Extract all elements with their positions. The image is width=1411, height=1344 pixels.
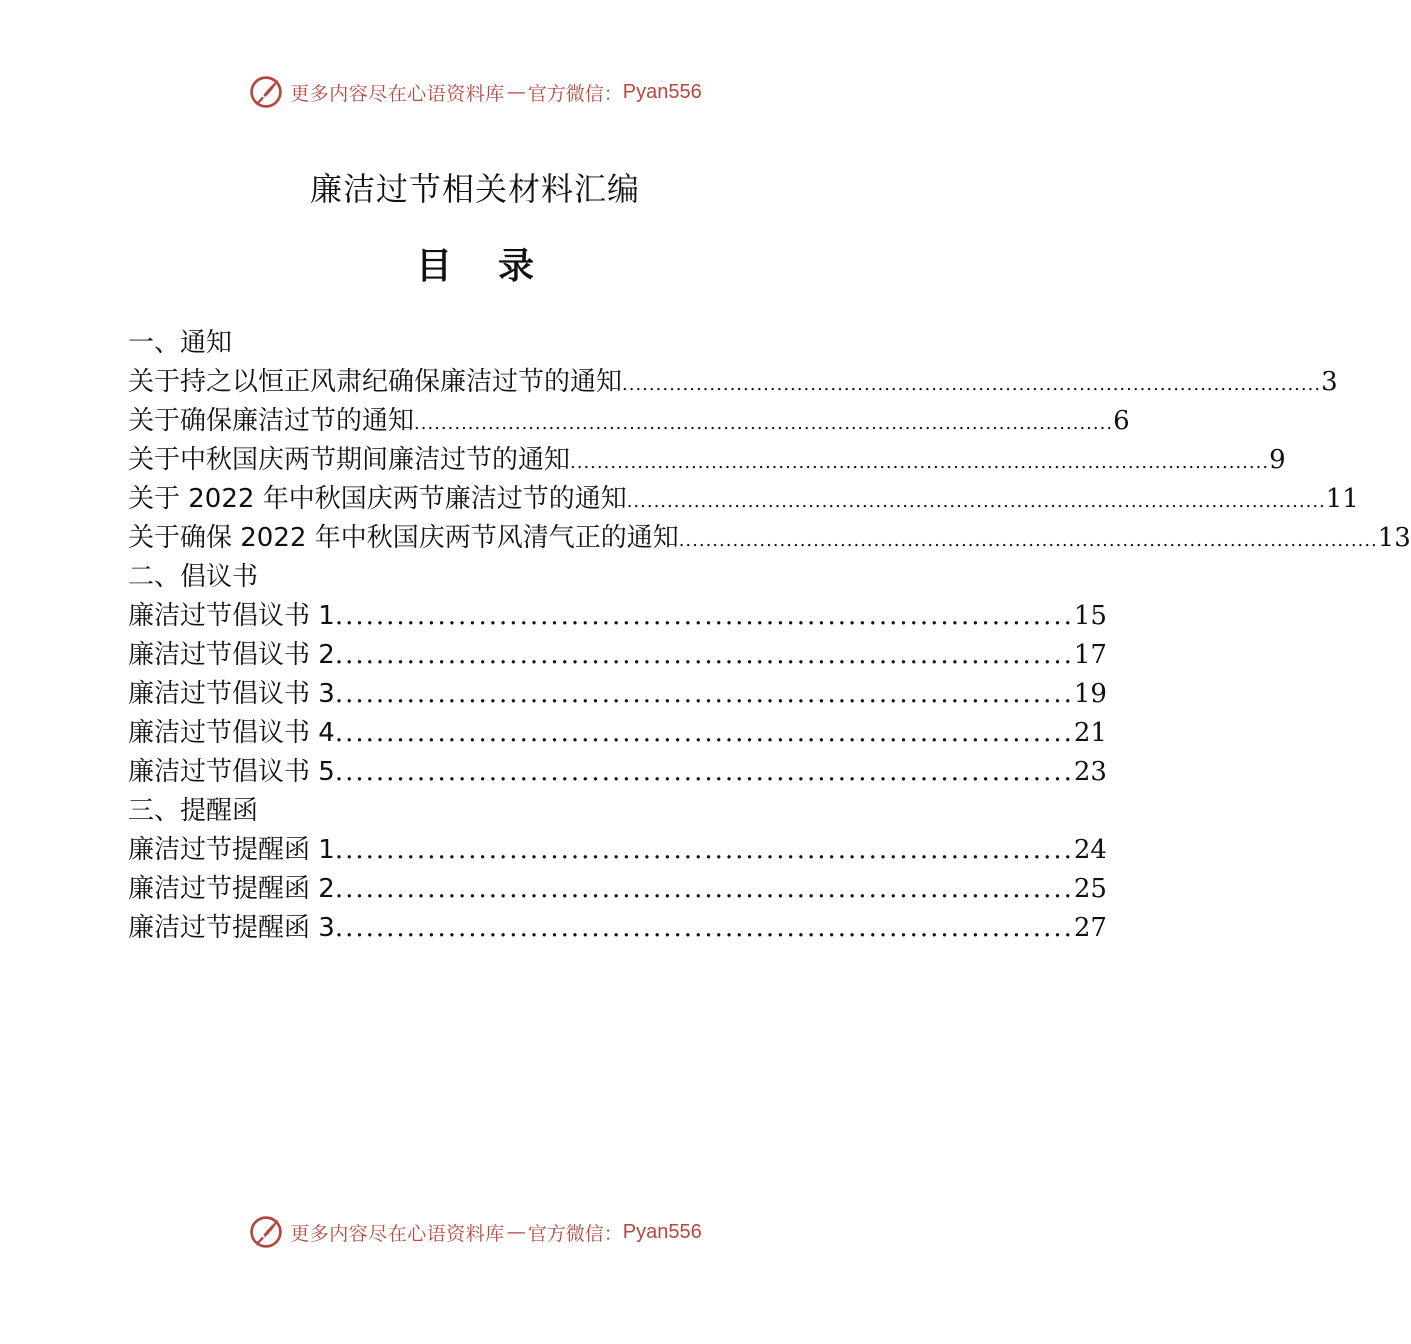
toc-entry[interactable] xyxy=(128,480,1359,519)
toc-heading xyxy=(0,238,950,289)
header-wechat-label: 官方微信： xyxy=(527,82,623,105)
toc-leader-dots: ........................................................................................................ xyxy=(678,530,1378,551)
toc-entry-label: 廉洁过节提醒函 1 xyxy=(128,835,335,865)
toc-entry[interactable] xyxy=(128,753,1107,792)
toc-entry-label: 廉洁过节倡议书 4 xyxy=(128,718,335,748)
toc-entry[interactable] xyxy=(128,831,1107,870)
toc-entry[interactable] xyxy=(128,636,1107,675)
toc-leader-dots: ........................................................................ xyxy=(334,913,1074,943)
header-banner xyxy=(0,72,950,112)
header-separator: — xyxy=(506,81,526,103)
toc-entry-page: 9 xyxy=(1269,445,1286,475)
toc-entry[interactable] xyxy=(128,441,1286,480)
toc-leader-dots: ........................................................................ xyxy=(334,718,1074,748)
table-of-contents xyxy=(128,324,1411,948)
toc-entry-label: 廉洁过节倡议书 2 xyxy=(128,640,335,670)
toc-section-heading: 三、提醒函 xyxy=(128,796,259,826)
toc-entry-label: 关于 2022 年中秋国庆两节廉洁过节的通知 xyxy=(128,484,627,514)
toc-entry-page: 25 xyxy=(1073,874,1107,904)
toc-entry[interactable] xyxy=(128,675,1107,714)
toc-entry-label: 廉洁过节倡议书 3 xyxy=(128,679,335,709)
toc-leader-dots: ........................................................................................................ xyxy=(570,452,1270,473)
toc-entry[interactable] xyxy=(128,870,1107,909)
toc-entry-label: 廉洁过节倡议书 1 xyxy=(128,601,335,631)
toc-leader-dots: ........................................................................ xyxy=(334,835,1074,865)
quill-pen-logo-icon xyxy=(248,1214,284,1250)
toc-entry-label: 廉洁过节提醒函 3 xyxy=(128,913,335,943)
toc-heading-char-2: 录 xyxy=(498,246,535,287)
toc-entry-label: 廉洁过节倡议书 5 xyxy=(128,757,335,787)
toc-entry-page: 13 xyxy=(1377,523,1411,553)
header-wechat-id: Pyan556 xyxy=(622,80,702,103)
toc-leader-dots: ........................................................................ xyxy=(334,640,1074,670)
toc-leader-dots: ........................................................................ xyxy=(334,601,1074,631)
toc-leader-dots: ........................................................................................................ xyxy=(626,491,1326,512)
toc-entry-label: 关于确保 2022 年中秋国庆两节风清气正的通知 xyxy=(128,523,679,553)
toc-entry-label: 关于中秋国庆两节期间廉洁过节的通知 xyxy=(128,445,571,475)
footer-wechat-id: Pyan556 xyxy=(622,1220,702,1243)
toc-entry-page: 15 xyxy=(1073,601,1107,631)
toc-entry-label: 关于持之以恒正风肃纪确保廉洁过节的通知 xyxy=(128,367,623,397)
toc-entry-page: 17 xyxy=(1073,640,1107,670)
toc-entry-label: 廉洁过节提醒函 2 xyxy=(128,874,335,904)
quill-pen-logo-icon xyxy=(248,74,284,110)
toc-entry[interactable] xyxy=(128,402,1130,441)
toc-entry[interactable] xyxy=(128,714,1107,753)
toc-leader-dots: ........................................................................................................ xyxy=(622,374,1322,395)
footer-wechat-label: 官方微信： xyxy=(527,1222,623,1245)
toc-section-heading: 二、倡议书 xyxy=(128,562,259,592)
toc-section-heading: 一、通知 xyxy=(128,328,233,358)
footer-promo-text: 更多内容尽在心语资料库 xyxy=(290,1222,505,1245)
toc-entry[interactable] xyxy=(128,597,1107,636)
toc-entry-page: 24 xyxy=(1073,835,1107,865)
toc-entry-page: 27 xyxy=(1073,913,1107,943)
toc-leader-dots: ........................................................................ xyxy=(334,757,1074,787)
toc-leader-dots: ........................................................................ xyxy=(334,874,1074,904)
document-title: 廉洁过节相关材料汇编 xyxy=(309,170,640,208)
toc-entry[interactable] xyxy=(128,363,1338,402)
toc-entry-page: 23 xyxy=(1073,757,1107,787)
toc-heading-char-1: 目 xyxy=(415,246,452,287)
toc-leader-dots: ........................................................................ xyxy=(334,679,1074,709)
toc-entry[interactable] xyxy=(128,909,1107,948)
header-promo-text: 更多内容尽在心语资料库 xyxy=(290,82,505,105)
toc-entry-label: 关于确保廉洁过节的通知 xyxy=(128,406,415,436)
footer-separator: — xyxy=(506,1221,526,1243)
toc-entry-page: 19 xyxy=(1073,679,1107,709)
footer-banner xyxy=(0,1212,950,1252)
toc-entry-page: 3 xyxy=(1321,367,1338,397)
toc-leader-dots: ........................................................................................................ xyxy=(414,413,1114,434)
toc-entry[interactable] xyxy=(128,519,1411,558)
toc-entry-page: 6 xyxy=(1113,406,1130,436)
toc-entry-page: 21 xyxy=(1073,718,1107,748)
toc-entry-page: 11 xyxy=(1325,484,1359,514)
